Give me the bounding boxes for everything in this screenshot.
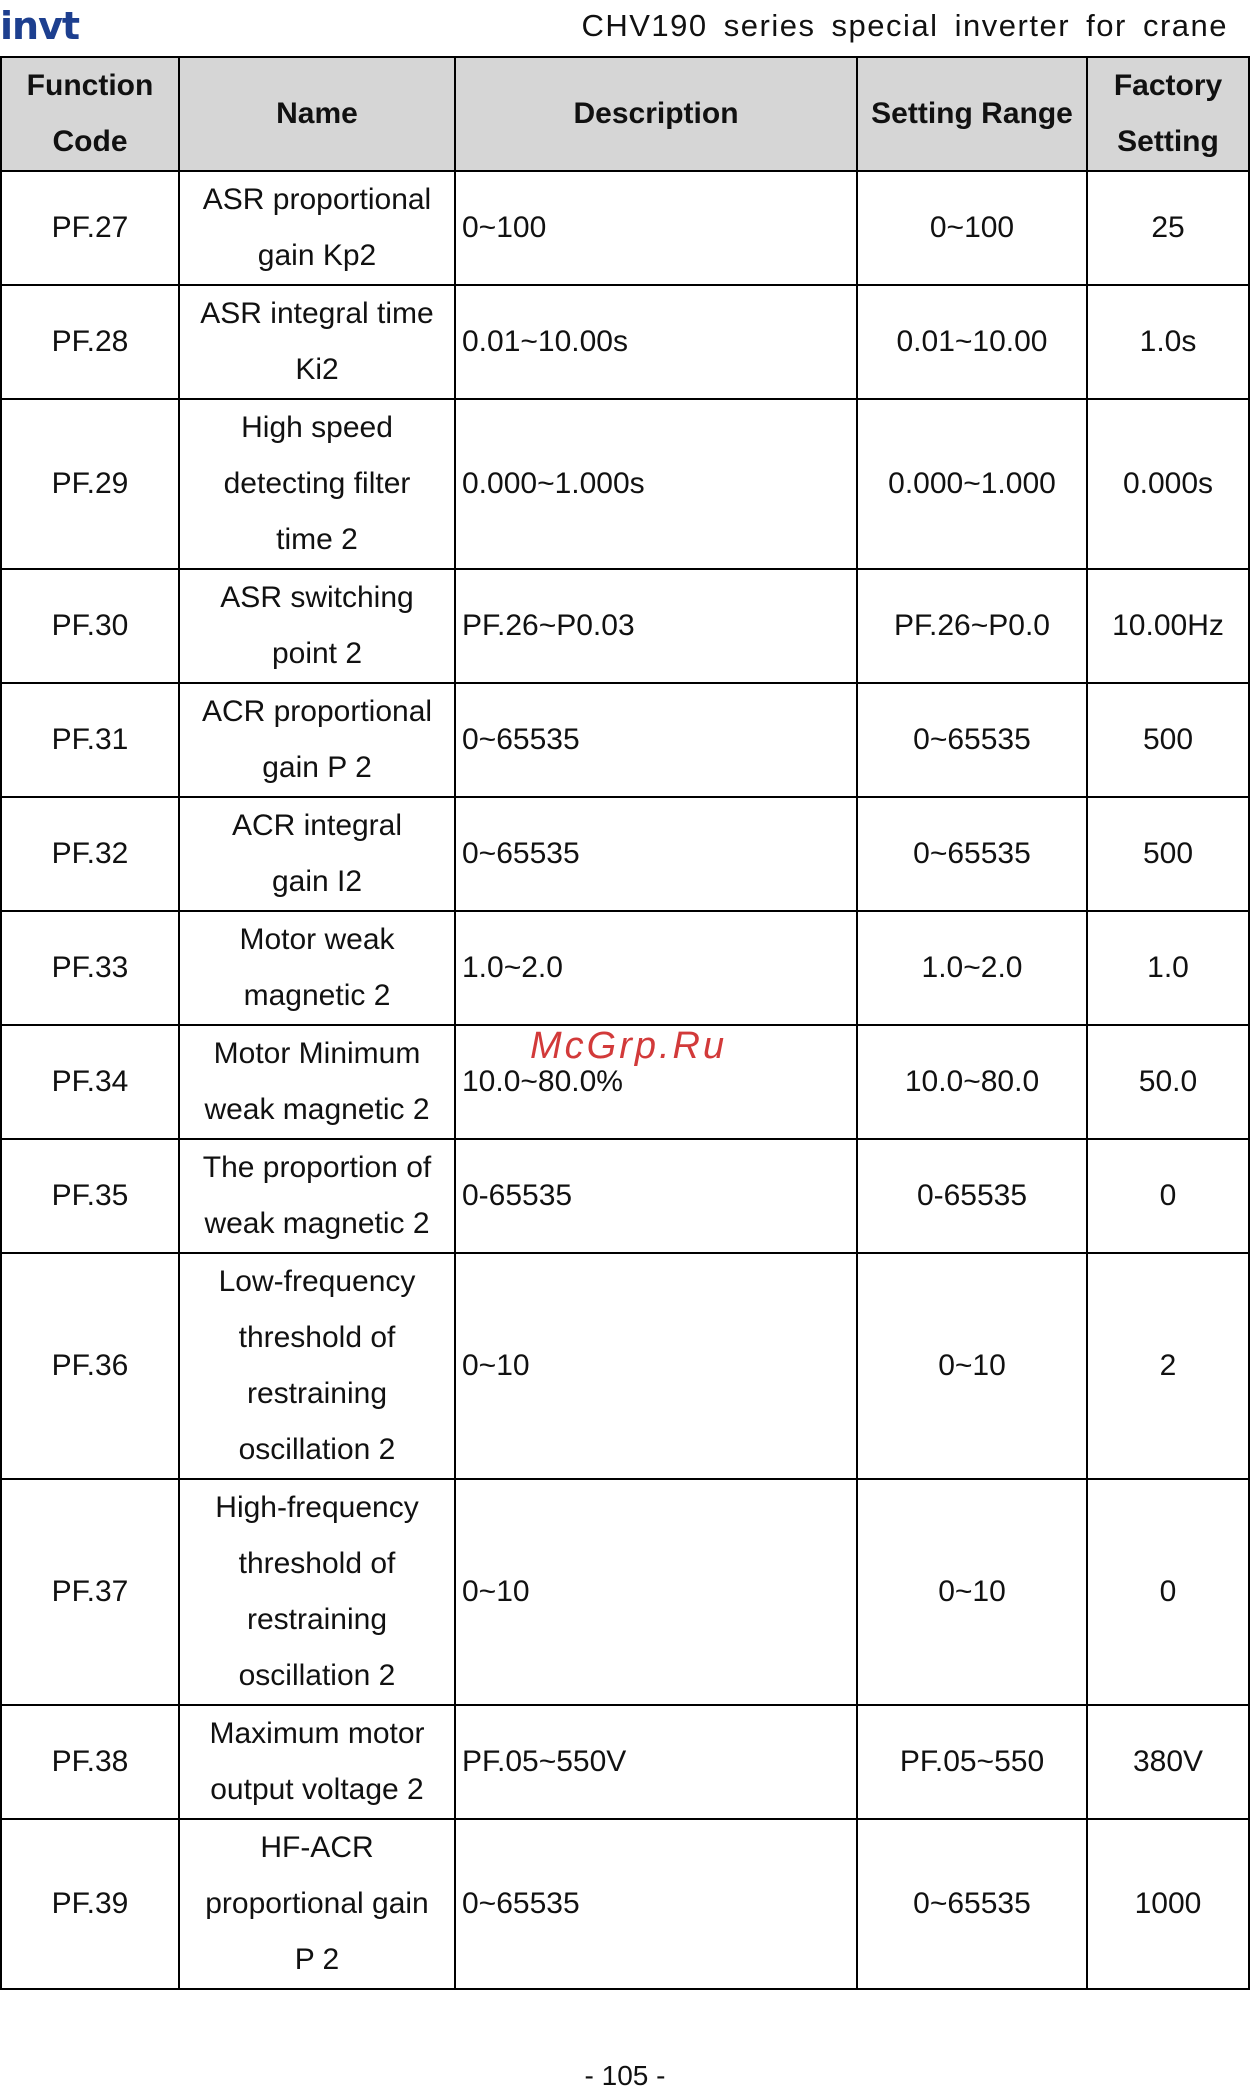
description-cell: PF.26~P0.03 (455, 569, 857, 683)
factory-setting-cell: 25 (1087, 171, 1249, 285)
factory-setting-cell: 2 (1087, 1253, 1249, 1479)
setting-range-cell: 0-65535 (857, 1139, 1087, 1253)
factory-setting-cell: 0 (1087, 1139, 1249, 1253)
table-row (1, 683, 1249, 797)
description-cell: 1.0~2.0 (455, 911, 857, 1025)
parameter-name-cell (179, 1479, 455, 1705)
parameter-name-text: Motor weak magnetic 2 (239, 923, 395, 1012)
parameter-name-text: ASR integral time Ki2 (200, 297, 434, 386)
parameter-name-cell (179, 285, 455, 399)
factory-setting-cell: 1.0s (1087, 285, 1249, 399)
parameter-table (0, 56, 1250, 1990)
function-code-cell: PF.32 (1, 797, 179, 911)
description-cell: PF.05~550V (455, 1705, 857, 1819)
setting-range-cell: 0~65535 (857, 797, 1087, 911)
table-row (1, 1479, 1249, 1705)
function-code-cell: PF.38 (1, 1705, 179, 1819)
setting-range-cell: PF.26~P0.0 (857, 569, 1087, 683)
table-row (1, 399, 1249, 569)
column-header-function-code: Function Code (1, 57, 179, 171)
parameter-name-cell (179, 171, 455, 285)
parameter-name-text: The proportion of weak magnetic 2 (202, 1151, 432, 1240)
setting-range-cell: 0.01~10.00 (857, 285, 1087, 399)
function-code-cell: PF.31 (1, 683, 179, 797)
table-row (1, 1253, 1249, 1479)
parameter-name-cell (179, 399, 455, 569)
table-row (1, 797, 1249, 911)
watermark: McGrp.Ru (530, 1025, 728, 1067)
factory-setting-cell: 1.0 (1087, 911, 1249, 1025)
factory-setting-cell: 0 (1087, 1479, 1249, 1705)
table-row (1, 1705, 1249, 1819)
parameter-name-cell (179, 911, 455, 1025)
parameter-name-cell (179, 1819, 455, 1989)
description-cell: 10.0~80.0% (455, 1025, 857, 1139)
function-code-cell: PF.33 (1, 911, 179, 1025)
factory-setting-cell: 1000 (1087, 1819, 1249, 1989)
setting-range-cell: 0.000~1.000 (857, 399, 1087, 569)
parameter-name-cell (179, 1025, 455, 1139)
function-code-cell: PF.37 (1, 1479, 179, 1705)
description-cell: 0.000~1.000s (455, 399, 857, 569)
parameter-name-text: Maximum motor output voltage 2 (209, 1717, 425, 1806)
factory-setting-cell: 500 (1087, 683, 1249, 797)
factory-setting-cell: 10.00Hz (1087, 569, 1249, 683)
parameter-name-text: Low-frequency threshold of restraining oscillation 2 (218, 1265, 416, 1466)
setting-range-cell: 0~100 (857, 171, 1087, 285)
factory-setting-cell: 380V (1087, 1705, 1249, 1819)
table-row (1, 569, 1249, 683)
description-cell: 0-65535 (455, 1139, 857, 1253)
parameter-name-text: High speed detecting filter time 2 (223, 411, 411, 556)
factory-setting-cell: 50.0 (1087, 1025, 1249, 1139)
parameter-name-text: High-frequency threshold of restraining oscillation 2 (215, 1491, 419, 1692)
description-cell: 0~10 (455, 1479, 857, 1705)
parameter-name-cell (179, 683, 455, 797)
parameter-name-text: ACR proportional gain P 2 (201, 695, 433, 784)
function-code-cell: PF.27 (1, 171, 179, 285)
table-row (1, 1139, 1249, 1253)
setting-range-cell: 0~10 (857, 1253, 1087, 1479)
parameter-name-text: Motor Minimum weak magnetic 2 (204, 1037, 430, 1126)
column-header-factory-setting: Factory Setting (1087, 57, 1249, 171)
factory-setting-cell: 500 (1087, 797, 1249, 911)
description-cell: 0~65535 (455, 683, 857, 797)
function-code-cell: PF.35 (1, 1139, 179, 1253)
table-row (1, 285, 1249, 399)
description-cell: 0~65535 (455, 797, 857, 911)
column-header-description: Description (455, 57, 857, 171)
function-code-cell: PF.36 (1, 1253, 179, 1479)
parameter-name-text: HF-ACR proportional gain P 2 (205, 1831, 429, 1976)
page-number: - 105 - (584, 2060, 666, 2091)
table-row (1, 171, 1249, 285)
setting-range-cell: 0~65535 (857, 1819, 1087, 1989)
setting-range-cell: PF.05~550 (857, 1705, 1087, 1819)
setting-range-cell: 1.0~2.0 (857, 911, 1087, 1025)
function-code-cell: PF.28 (1, 285, 179, 399)
function-code-cell: PF.29 (1, 399, 179, 569)
description-cell: 0~10 (455, 1253, 857, 1479)
factory-setting-cell: 0.000s (1087, 399, 1249, 569)
description-cell: 0~100 (455, 171, 857, 285)
parameter-name-cell (179, 1139, 455, 1253)
table-row (1, 1819, 1249, 1989)
column-header-name: Name (179, 57, 455, 171)
header-title: CHV190 series special inverter for crane (581, 8, 1228, 43)
parameter-name-text: ASR proportional gain Kp2 (202, 183, 432, 272)
parameter-name-cell (179, 1705, 455, 1819)
table-header-row (1, 57, 1249, 171)
parameter-name-text: ASR switching point 2 (220, 581, 414, 670)
setting-range-cell: 0~10 (857, 1479, 1087, 1705)
description-cell: 0~65535 (455, 1819, 857, 1989)
parameter-name-cell (179, 569, 455, 683)
setting-range-cell: 10.0~80.0 (857, 1025, 1087, 1139)
column-header-setting-range: Setting Range (857, 57, 1087, 171)
function-code-cell: PF.34 (1, 1025, 179, 1139)
parameter-name-cell (179, 1253, 455, 1479)
table-row (1, 911, 1249, 1025)
parameter-name-cell (179, 797, 455, 911)
parameter-name-text: ACR integral gain I2 (231, 809, 403, 898)
function-code-cell: PF.39 (1, 1819, 179, 1989)
description-cell: 0.01~10.00s (455, 285, 857, 399)
setting-range-cell: 0~65535 (857, 683, 1087, 797)
function-code-cell: PF.30 (1, 569, 179, 683)
invt-logo: invt (0, 4, 80, 48)
